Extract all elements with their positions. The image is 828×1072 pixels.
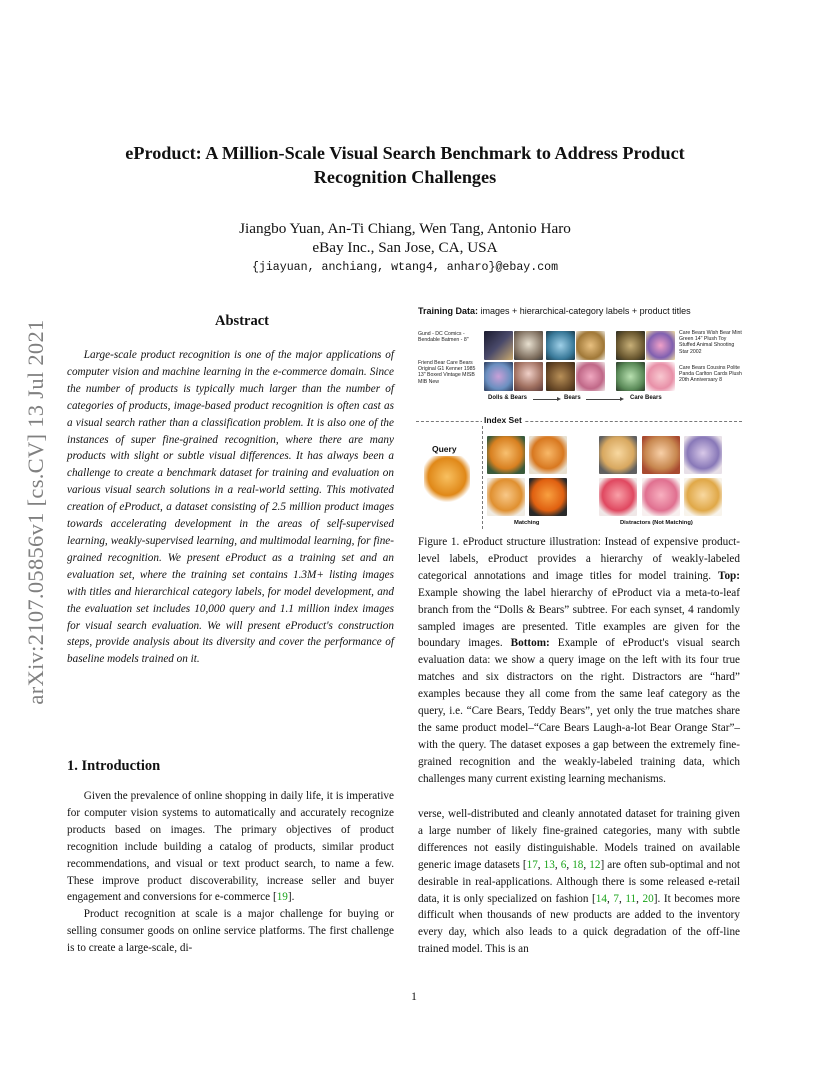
intro-right-column: verse, well-distributed and cleanly annotated dataset for training given a large number of likely fine-grained categories, many with subtle differences not easily distinguishable. Models trained on available generic image datasets [17, 13, 6, 18, 12] are often sub-optimal and not desirable in real-applications. Although there is some released e-retail data, it is only specialized on fashion [14, 7, 11, 20]. It becomes more difficult when thousands of new products are added to the inventory every day, which also leads to a quick degradation of the off-line trained model. This is an [418,808,741,956]
matching-image [487,436,525,474]
figure-caption: Figure 1. eProduct structure illustration: Instead of expensive product-level labels, eProduct provides a hierarchy of weakly-labeled categorical annotations and image titles for model training. Top: Example showing the label hierarchy of eProduct via a meta-to-leaf branch from the “Dolls & Bears” subtree. For each synset, 4 randomly sampled images are presented. Title examples are given for the boundary images. Bottom: Example of eProduct's visual search evaluation data: we show a query image on the left with its four true matches and six distractors on the right. Distractors are “hard” examples because they all come from the same leaf category as the query, i.e. “Care Bears, Teddy Bears”, yet only the true matches share the same product model–“Care Bears Laugh-a-lot Bear Orange Star”–with the query. The dataset exposes a gap between the extremely fine-grained recognition and the weakly-labeled training data, which challenges many current existing learning mechanisms. [418,536,741,785]
matching-image [529,436,567,474]
distractor-image [642,436,680,474]
title-line-2: Recognition Challenges [313,167,497,187]
divider-vertical [482,421,483,529]
training-image [576,331,605,360]
citation-link[interactable]: 12 [589,858,601,871]
intro-heading: 1. Introduction [67,758,161,774]
distractor-image [599,436,637,474]
product-title-bottom-left: Friend Bear Care Bears Original G1 Kenner 1985 13" Boxed Vintage MISB MIB New [418,360,476,385]
distractor-image [599,478,637,516]
author-block [80,219,730,257]
distractor-image [684,436,722,474]
distractors-label: Distractors (Not Matching) [620,520,693,526]
divider-horizontal [416,421,742,422]
training-image [646,362,675,391]
citation-group-2: 14, 7, 11, 20 [595,892,654,905]
citation-link[interactable]: 19 [276,891,288,904]
training-image [546,362,575,391]
intro-paragraph-1: Given the prevalence of online shopping in daily life, it is imperative for computer vision systems to automatically and accurately recognize products based on images. The primary objectives of product recognition include building a catalog of products, similar product recommendations, and visual or text product search, to name a few. These improve product discoverability, increase seller and buyer engagement and conversions for e-commerce [19]. [67,790,394,904]
affiliation: eBay Inc., San Jose, CA, USA [312,239,498,256]
distractor-image [684,478,722,516]
category-dolls-bears: Dolls & Bears [488,395,528,401]
query-image [424,456,470,502]
distractor-image [642,478,680,516]
training-image [576,362,605,391]
category-care-bears: Care Bears [630,395,662,401]
training-image [514,331,543,360]
citation-link[interactable]: 18 [572,858,584,871]
category-bears: Bears [564,395,581,401]
matching-label: Matching [514,520,540,526]
arxiv-id: arXiv:2107.05856v1 [cs.CV] 13 Jul 2021 [23,319,48,705]
product-title-top-right: Care Bears Wish Bear Mint Green 14" Plush Toy Stuffed Animal Shooting Star 2002 [679,330,742,355]
arrow-icon [533,399,559,400]
training-image [484,331,513,360]
product-title-top-left: Gund - DC Comics - Bendable Batmen - 8" [418,331,469,344]
intro-left-column [67,788,394,957]
training-image [484,362,513,391]
authors: Jiangbo Yuan, An-Ti Chiang, Wen Tang, Antonio Haro [239,220,571,237]
index-set-label: Index Set [484,415,522,425]
citation-link[interactable]: 6 [560,858,567,871]
citation-group-1: 17, 13, 6, 18, 12 [526,858,601,871]
abstract-body: Large-scale product recognition is one of the major applications of computer vision and machine learning in the e-commerce domain. Since the number of products is typically much larger than the number of categories of products, image-based product recognition is often cast as a visual search rather than a classification problem. It is also one of the instances of super fine-grained recognition, where there are many products with slight or subtle visual differences. It has always been a challenge to create a benchmark dataset for training and evaluation on various visual search solutions in a real-world setting. This motivated creation of eProduct, a dataset consisting of 2.5 million product images towards accelerating development in the areas of self-supervised learning, weakly-supervised learning, and multimodal learning, for fine-grained recognition. We present eProduct as a training set and an evaluation set, where the training set contains 1.3M+ listing images with titles and hierarchical category labels, for model development, and the evaluation set includes 10,000 query and 1.1 million index images for visual search evaluation. We will present eProduct's construction steps, provide analysis about its diversity and cover the performance of baseline models trained on it. [67,349,394,666]
citation-link[interactable]: 7 [613,892,619,905]
training-image [546,331,575,360]
matching-image [529,478,567,516]
training-image [616,362,645,391]
arxiv-stamp [20,296,52,728]
citation-link[interactable]: 13 [543,858,555,871]
matching-image [487,478,525,516]
citation-link[interactable]: 14 [595,892,607,905]
training-image [646,331,675,360]
intro-paragraph-2: Product recognition at scale is a major challenge for buying or selling consumer goods on online service platforms. The first challenge is to create a large-scale, di- [67,908,394,955]
page-number: 1 [411,991,417,1003]
product-title-bottom-right: Care Bears Cousins Polite Panda Carlton Cards Plush 20th Anniversary 8 [679,365,742,384]
figure-1 [416,306,742,530]
title-line-1: eProduct: A Million-Scale Visual Search Benchmark to Address Product [125,143,685,163]
paper-title [80,141,730,189]
citation-link[interactable]: 17 [526,858,538,871]
abstract-heading: Abstract [215,313,269,329]
training-image [616,331,645,360]
emails: {jiayuan, anchiang, wtang4, anharo}@ebay.com [251,261,559,274]
citation-link[interactable]: 20 [642,892,654,905]
citation-link[interactable]: 11 [625,892,637,905]
arrow-icon [586,399,622,400]
training-image [514,362,543,391]
training-data-header: Training Data: images + hierarchical-category labels + product titles [418,306,691,316]
query-label: Query [432,444,457,454]
